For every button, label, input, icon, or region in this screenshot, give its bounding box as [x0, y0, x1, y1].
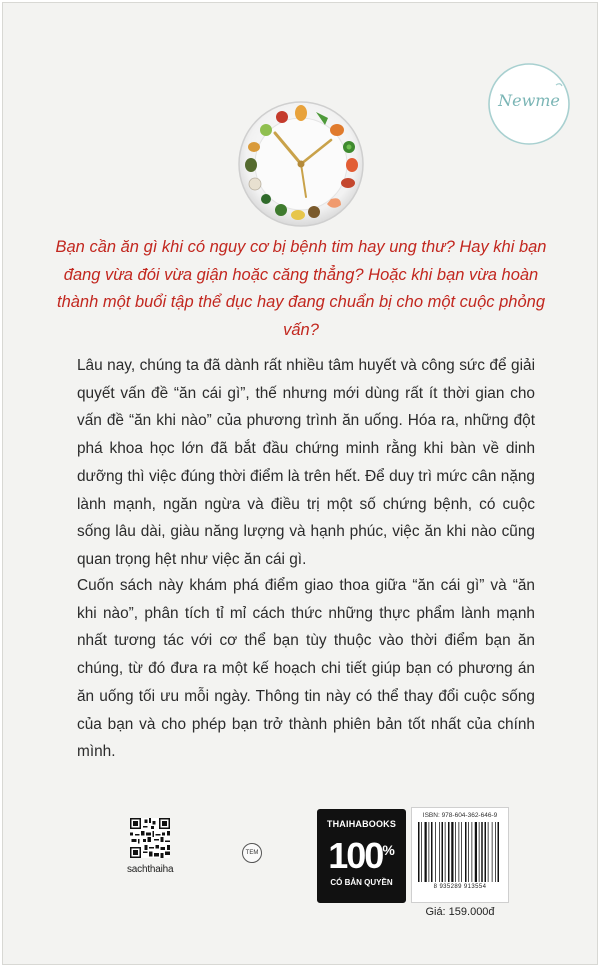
barcode-digits: 8 935289 913554	[433, 884, 487, 890]
newme-logo-text: Newme	[498, 91, 560, 110]
barcode-bar	[495, 822, 496, 882]
description-paragraph-2: Cuốn sách này khám phá điểm giao thoa giữa “ăn cái gì” và “ăn khi nào”, phân tích tỉ mỉ cách thức những thực phẩm lành mạnh nhất tương tác với cơ thể bạn tùy thuộc vào thời điểm bạn ăn chúng, từ đó đưa ra một kế hoạch chi tiết giúp bạn có phương án ăn uống tối ưu mỗi ngày. Thông tin này có thể thay đổi cuộc sống của bạn và cho phép bạn trở thành phiên bản tốt nhất của chính mình.	[77, 577, 535, 761]
food-clock-plate-icon	[236, 99, 366, 229]
barcode-icon	[416, 822, 504, 884]
barcode-bar	[455, 822, 456, 882]
barcode-bar	[465, 822, 467, 882]
qr-caption: sachthaiha	[127, 864, 174, 875]
barcode-bar	[448, 822, 450, 882]
qr-code-icon	[130, 818, 170, 858]
badge-percent: 100%	[328, 835, 395, 876]
badge-publisher: THAIHABOOKS	[326, 819, 397, 829]
barcode-bar	[439, 822, 440, 882]
isbn-barcode-block	[411, 807, 509, 903]
barcode-bar	[451, 822, 453, 882]
book-back-cover	[2, 2, 598, 965]
barcode-bar	[431, 822, 433, 882]
barcode-bar	[481, 822, 483, 882]
tem-stamp: TEM	[242, 843, 262, 863]
barcode-bar	[418, 822, 420, 882]
barcode-bar	[492, 822, 493, 882]
barcode-bar	[498, 822, 500, 882]
barcode-bar	[421, 822, 422, 882]
isbn-number: ISBN: 978-604-362-646-9	[422, 812, 498, 819]
badge-copyright-text: CÓ BẢN QUYỀN	[330, 878, 393, 887]
barcode-bar	[435, 822, 436, 882]
barcode-bar	[475, 822, 477, 882]
barcode-bar	[429, 822, 430, 882]
barcode-bar	[479, 822, 480, 882]
barcode-bar	[425, 822, 427, 882]
barcode-bar	[468, 822, 469, 882]
description-paragraph-1: Lâu nay, chúng ta đã dành rất nhiều tâm huyết và công sức để giải quyết vấn đề “ăn cái gì”, thế nhưng mới dùng rất ít thời gian cho vấn đề “ăn khi nào” của phương trình ăn uống. Hóa ra, những đột phá khoa học lớn đã bắt đầu chứng minh rằng khi bàn về dinh dưỡng thì việc đúng thời điểm là trên hết. Để duy trì mức cân nặng lành mạnh, ngăn ngừa và điều trị một số chứng bệnh, có cuộc sống lâu dài, giàu năng lượng và hạnh phúc, việc ăn khi nào cũng quan trọng hệt như việc ăn cái gì.	[77, 357, 535, 568]
barcode-bar	[445, 822, 446, 882]
newme-logo	[486, 61, 572, 147]
barcode-bar	[485, 822, 487, 882]
barcode-bar	[472, 822, 473, 882]
barcode-bar	[488, 822, 489, 882]
barcode-bar	[459, 822, 460, 882]
barcode-bar	[442, 822, 444, 882]
barcode-bar	[461, 822, 462, 882]
price-label: Giá: 159.000đ	[425, 906, 495, 918]
qr-code-block	[127, 818, 173, 878]
copyright-badge	[317, 809, 406, 903]
tagline-question: Bạn cần ăn gì khi có nguy cơ bị bệnh tim hay ung thư? Hay khi bạn đang vừa đói vừa giận hoặc căng thẳng? Hoặc khi bạn vừa hoàn thành một buổi tập thể dục hay đang chuẩn bị cho một cuộc phỏng vấn?	[55, 238, 547, 339]
